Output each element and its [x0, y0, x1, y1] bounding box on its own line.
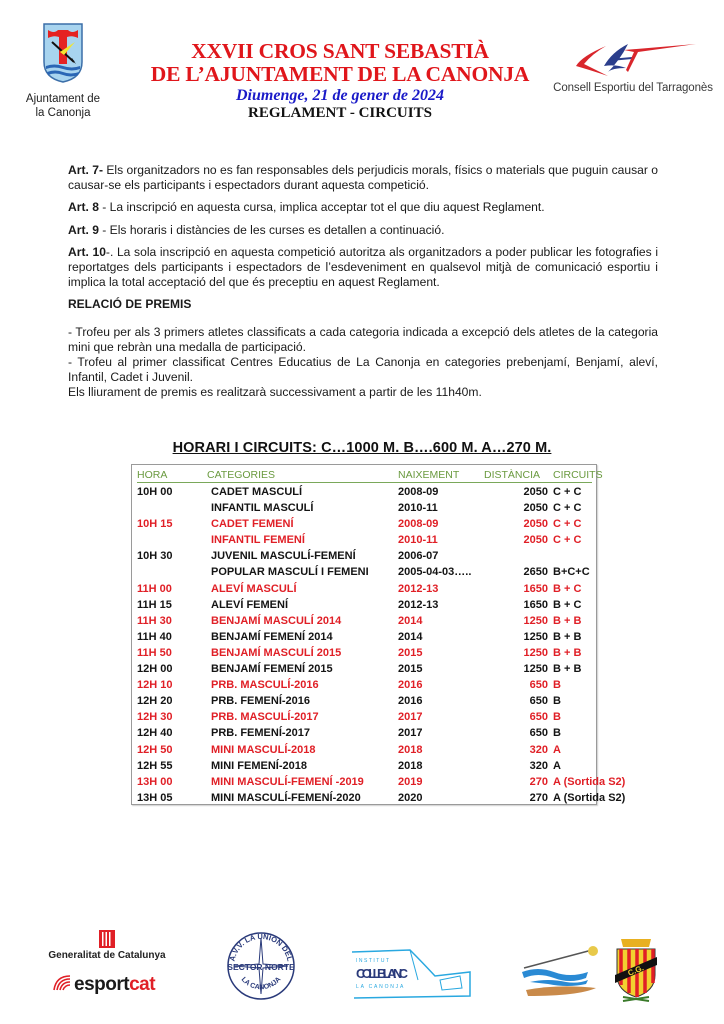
- table-row: [137, 533, 592, 549]
- row-categoria: MINI MASCULÍ-FEMENÍ -2019: [211, 775, 364, 788]
- article-text: - La inscripció en aquesta cursa, implica acceptar tot el que diu aquest Reglament.: [98, 200, 545, 215]
- cet-caption: Consell Esportiu del Tarragonès: [553, 82, 713, 94]
- row-naixement: 2012-13: [398, 582, 439, 595]
- collblanc-line2: COLLBLANC: [356, 966, 408, 981]
- article-label: Art. 8: [68, 200, 99, 215]
- table-row: [137, 759, 592, 775]
- row-categoria: ALEVÍ MASCULÍ: [211, 582, 297, 595]
- table-row: [137, 598, 592, 614]
- row-naixement: 2008-09: [398, 518, 439, 531]
- article-text: -. La sola inscripció en aquesta competició autoritza als organitzadors a poder publicar les fotografies i reportatges dels participants i espectadors de l’esdeveniment en qualsevol mitjà de comunicació esportiu i implica la total acceptació del que és preceptiu en aquest Reglament.: [68, 244, 658, 290]
- article-10: [68, 245, 658, 291]
- table-row: [137, 662, 592, 678]
- schedule-title: HORARI I CIRCUITS: C…1000 M. B….600 M. A…270 M.: [172, 440, 552, 456]
- row-circuit: A: [553, 743, 561, 756]
- table-row: [137, 501, 592, 517]
- row-circuit: C + C: [553, 534, 582, 547]
- row-hora: 12H 30: [137, 711, 173, 724]
- collblanc-line3: LA CANONJA: [356, 984, 406, 990]
- row-hora: 12H 10: [137, 679, 173, 692]
- row-categoria: PRB. FEMENÍ-2017: [211, 727, 311, 740]
- row-hora: 10H 00: [137, 486, 173, 498]
- row-naixement: 2006-07: [398, 550, 439, 563]
- table-row: [137, 743, 592, 759]
- prize-line: Els lliurament de premis es realitzarà successivament a partir de les 11h40m.: [68, 385, 482, 400]
- row-circuit: B: [553, 679, 561, 692]
- table-row: [137, 565, 592, 581]
- generalitat-logo: [42, 930, 172, 961]
- row-categoria: MINI MASCULÍ-FEMENÍ-2020: [211, 791, 361, 804]
- document-title-block: [120, 40, 560, 122]
- row-distancia: 320: [529, 759, 548, 772]
- row-circuit: B + B: [553, 630, 582, 643]
- row-distancia: 1250: [523, 630, 548, 643]
- row-naixement: 2018: [398, 759, 423, 772]
- generalitat-icon: [99, 930, 115, 948]
- row-circuit: B + C: [553, 582, 582, 595]
- row-categoria: PRB. MASCULÍ-2017: [211, 711, 319, 724]
- row-hora: 11H 40: [137, 630, 172, 643]
- article-7: [68, 163, 658, 193]
- row-circuit: B + B: [553, 663, 582, 676]
- row-categoria: MINI FEMENÍ-2018: [211, 759, 307, 772]
- row-hora: 13H 00: [137, 775, 173, 788]
- row-circuit: B: [553, 695, 561, 708]
- row-categoria: BENJAMÍ MASCULÍ 2014: [211, 614, 342, 627]
- article-text: - Els horaris i distàncies de les curses es detallen a continuació.: [98, 222, 445, 237]
- row-distancia: 320: [529, 743, 548, 756]
- row-distancia: 270: [529, 775, 548, 788]
- row-categoria: CADET MASCULÍ: [211, 486, 303, 498]
- table-body: [137, 485, 626, 807]
- row-distancia: 2050: [523, 502, 548, 515]
- row-hora: 12H 20: [137, 695, 173, 708]
- row-distancia: 1250: [523, 614, 548, 627]
- cet-logo-icon: [568, 38, 698, 78]
- table-row: [137, 614, 592, 630]
- row-circuit: A (Sortida S2): [553, 791, 626, 804]
- table-header: [137, 469, 603, 483]
- row-circuit: B: [553, 711, 561, 724]
- row-circuit: B: [553, 727, 561, 740]
- row-distancia: 1250: [523, 663, 548, 676]
- row-categoria: BENJAMÍ FEMENÍ 2014: [211, 630, 333, 643]
- row-naixement: 2014: [398, 630, 423, 643]
- sector-norte-middle-text: SECTOR NORTE: [227, 962, 295, 972]
- row-naixement: 2020: [398, 791, 423, 804]
- row-distancia: 650: [529, 711, 548, 724]
- sector-norte-top-text: A.V.V. LA UNION DEL: [227, 931, 295, 963]
- article-label: Art. 9: [68, 222, 99, 237]
- ajuntament-caption-line2: la Canonja: [35, 107, 91, 119]
- row-distancia: 2050: [523, 534, 548, 547]
- cet-logo: [548, 38, 718, 94]
- row-distancia: 2650: [523, 566, 548, 579]
- row-naixement: 2016: [398, 679, 423, 692]
- sector-norte-bottom-text: LA CANONJA: [239, 976, 283, 992]
- event-date: Diumenge, 21 de gener de 2024: [236, 87, 444, 104]
- table-row: [137, 582, 592, 598]
- document-subtitle: REGLAMENT - CIRCUITS: [248, 105, 432, 121]
- table-row: [137, 630, 592, 646]
- ajuntament-logo: [22, 22, 104, 120]
- row-hora: 10H 30: [137, 550, 173, 563]
- row-hora: 12H 40: [137, 727, 173, 740]
- row-distancia: 650: [529, 695, 548, 708]
- row-naixement: 2008-09: [398, 486, 439, 498]
- row-categoria: INFANTIL FEMENÍ: [211, 534, 305, 547]
- table-row: [137, 485, 592, 501]
- row-naixement: 2017: [398, 711, 423, 724]
- row-hora: 12H 55: [137, 759, 173, 772]
- column-header-circuits: CIRCUITS: [553, 469, 603, 481]
- table-row: [137, 517, 592, 533]
- table-row: [137, 710, 592, 726]
- schedule-table: [131, 464, 626, 805]
- row-categoria: JUVENIL MASCULÍ-FEMENÍ: [211, 550, 356, 563]
- row-naixement: 2015: [398, 646, 423, 659]
- row-naixement: 2016: [398, 695, 423, 708]
- row-naixement: 2012-13: [398, 598, 439, 611]
- row-distancia: 650: [529, 727, 548, 740]
- table-row: [137, 791, 626, 807]
- event-title-line2: DE L’AJUNTAMENT DE LA CANONJA: [150, 62, 530, 86]
- column-header-categories: CATEGORIES: [207, 469, 276, 481]
- row-hora: 11H 00: [137, 582, 172, 595]
- row-distancia: 1650: [523, 598, 548, 611]
- sector-norte-seal-icon: [222, 930, 300, 1002]
- esportcat-text-part2: cat: [129, 974, 156, 995]
- row-hora: 11H 50: [137, 646, 172, 659]
- ajuntament-caption-line1: Ajuntament de: [25, 93, 101, 105]
- row-hora: 10H 15: [137, 518, 173, 531]
- row-distancia: 1650: [523, 582, 548, 595]
- row-hora: 13H 05: [137, 791, 173, 804]
- esportcat-text-part1: esport: [74, 974, 130, 995]
- row-naixement: 2019: [398, 775, 423, 788]
- row-naixement: 2014: [398, 614, 423, 627]
- column-header-distancia: DISTÀNCIA: [484, 469, 541, 481]
- row-distancia: 650: [529, 679, 548, 692]
- generalitat-caption: Generalitat de Catalunya: [48, 950, 166, 961]
- column-header-hora: HORA: [137, 469, 168, 481]
- table-row: [137, 694, 592, 710]
- row-circuit: B + C: [553, 598, 582, 611]
- article-text: Els organitzadors no es fan responsables dels perjudicis morals, físics o materials que puguin causar o causar-se els participants i espectadors durant aquesta competició.: [68, 163, 658, 193]
- prize-line: - Trofeu per als 3 primers atletes classificats a cada categoria indicada a excepció dels atletes de la categoria mini que rebràn una medalla de participació.: [68, 324, 658, 354]
- row-distancia: 2050: [523, 486, 548, 498]
- row-naixement: 2005-04-03…..: [398, 566, 472, 579]
- row-hora: 12H 50: [137, 743, 173, 756]
- table-row: [137, 678, 592, 694]
- row-categoria: CADET FEMENÍ: [211, 518, 294, 531]
- row-naixement: 2015: [398, 663, 423, 676]
- regulation-content: [68, 163, 658, 401]
- esportcat-icon: [50, 974, 72, 992]
- row-circuit: A (Sortida S2): [553, 775, 626, 788]
- canonja-coat-of-arms-icon: [42, 22, 84, 84]
- row-distancia: 2050: [523, 518, 548, 531]
- river-club-logo-icon: [518, 938, 603, 998]
- row-categoria: INFANTIL MASCULÍ: [211, 502, 314, 515]
- column-header-naixement: NAIXEMENT: [398, 469, 460, 481]
- institut-collblanc-icon: [350, 940, 475, 1000]
- row-hora: 11H 15: [137, 598, 172, 611]
- row-categoria: MINI MASCULÍ-2018: [211, 743, 316, 756]
- row-distancia: 270: [529, 791, 548, 804]
- cg-shield-icon: [607, 935, 665, 1003]
- row-categoria: PRB. FEMENÍ-2016: [211, 695, 311, 708]
- article-8: [68, 200, 658, 215]
- prizes-heading: RELACIÓ DE PREMIS: [68, 297, 192, 312]
- row-naixement: 2018: [398, 743, 423, 756]
- row-categoria: BENJAMÍ MASCULÍ 2015: [211, 646, 342, 659]
- row-categoria: ALEVÍ FEMENÍ: [211, 598, 289, 611]
- row-hora: 12H 00: [137, 663, 173, 676]
- row-naixement: 2010-11: [398, 534, 438, 547]
- row-naixement: 2010-11: [398, 502, 438, 515]
- table-row: [137, 726, 592, 742]
- article-label: Art. 10: [68, 244, 106, 259]
- row-circuit: C + C: [553, 486, 582, 498]
- row-circuit: B+C+C: [553, 566, 590, 579]
- article-9: [68, 223, 658, 238]
- row-circuit: C + C: [553, 502, 582, 515]
- article-label: Art. 7-: [68, 163, 103, 177]
- row-circuit: C + C: [553, 518, 582, 531]
- table-row: [137, 646, 592, 662]
- event-title-line1: XXVII CROS SANT SEBASTIÀ: [191, 39, 489, 63]
- table-row: [137, 549, 592, 565]
- collblanc-line1: INSTITUT: [356, 958, 391, 964]
- esportcat-logo: [50, 974, 155, 996]
- row-naixement: 2017: [398, 727, 423, 740]
- prize-line: - Trofeu al primer classificat Centres Educatius de La Canonja en categories prebenjamí, Benjamí, aleví, Infantil, Cadet i Juvenil.: [68, 355, 658, 385]
- row-categoria: BENJAMÍ FEMENÍ 2015: [211, 663, 333, 676]
- row-categoria: POPULAR MASCULÍ I FEMENI: [211, 566, 369, 579]
- row-circuit: A: [553, 759, 561, 772]
- cg-shield-initials: C.G.: [626, 963, 646, 978]
- row-circuit: B + B: [553, 614, 582, 627]
- row-circuit: B + B: [553, 646, 582, 659]
- row-hora: 11H 30: [137, 614, 172, 627]
- row-categoria: PRB. MASCULÍ-2016: [211, 679, 319, 692]
- table-row: [137, 775, 626, 791]
- row-distancia: 1250: [523, 646, 548, 659]
